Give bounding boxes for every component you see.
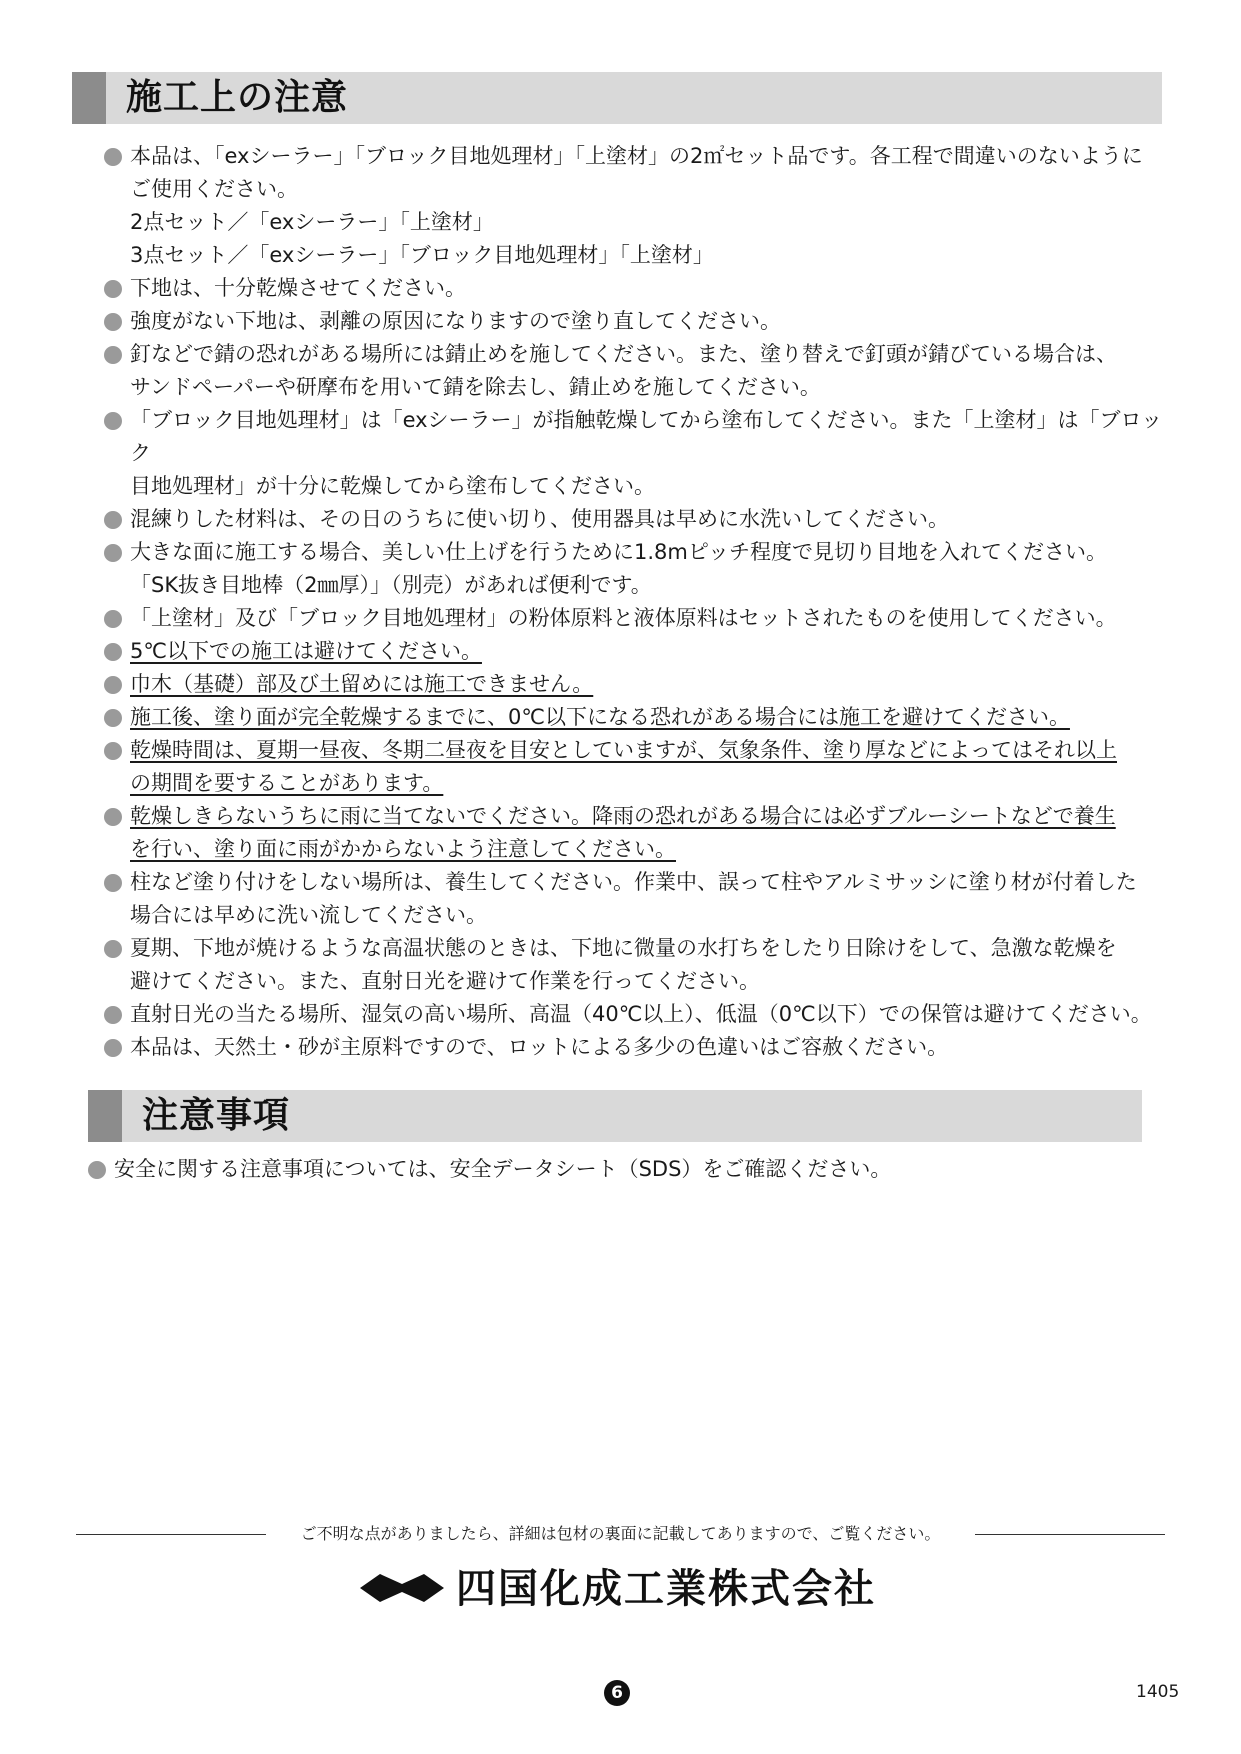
section-title: 注意事項 (142, 1095, 291, 1136)
list-item (104, 932, 1174, 998)
list-item-line: 3点セット／「exシーラー」「ブロック目地処理材」「上塗材」 (130, 243, 714, 267)
list-item-line: 混練りした材料は、その日のうちに使い切り、使用器具は早めに水洗いしてください。 (130, 507, 949, 531)
list-item-line: 乾燥しきらないうちに雨に当てないでください。降雨の恐れがある場合には必ずブルーシートなどで養生 (130, 804, 1116, 828)
list-item-line: 「SK抜き目地棒（2㎜厚）」（別売）があれば便利です。 (130, 573, 652, 597)
section-title: 施工上の注意 (126, 77, 349, 118)
list-item-line: 強度がない下地は、剥離の原因になりますので塗り直してください。 (130, 309, 781, 333)
footer-rule-right (975, 1534, 1165, 1535)
list-item-line: 夏期、下地が焼けるような高温状態のときは、下地に微量の水打ちをしたり日除けをして、急激な乾燥を (130, 936, 1117, 960)
list-item-line: 5℃以下での施工は避けてください。 (130, 639, 482, 663)
list-item-line: の期間を要することがあります。 (130, 771, 444, 795)
list-item-line: 2点セット／「exシーラー」「上塗材」 (130, 210, 494, 234)
list-item (104, 800, 1174, 866)
list-item-line: 本品は、「exシーラー」「ブロック目地処理材」「上塗材」の2㎡セット品です。各工程で間違いのないように (130, 144, 1143, 168)
list-item (104, 338, 1174, 404)
bullet-icon (104, 1039, 122, 1057)
company-logo (360, 1564, 880, 1614)
precautions-list (88, 1153, 1158, 1186)
bullet-icon (104, 346, 122, 364)
bullet-icon (104, 313, 122, 331)
list-item (104, 305, 1174, 338)
bullet-icon (104, 511, 122, 529)
list-item (104, 404, 1174, 503)
list-item (104, 536, 1174, 602)
section-header-construction-notes (72, 72, 1162, 124)
list-item-line: 「ブロック目地処理材」は「exシーラー」が指触乾燥してから塗布してください。また「上塗材」は「ブロック (130, 408, 1163, 465)
bullet-icon (104, 280, 122, 298)
list-item (104, 602, 1174, 635)
page-number: 6 (604, 1680, 630, 1706)
bullet-icon (104, 544, 122, 562)
list-item-line: 直射日光の当たる場所、湿気の高い場所、高温（40℃以上）、低温（0℃以下）での保管は避けてください。 (130, 1002, 1152, 1026)
bullet-icon (88, 1161, 106, 1179)
bullet-icon (104, 940, 122, 958)
list-item-line: 大きな面に施工する場合、美しい仕上げを行うために1.8mピッチ程度で見切り目地を入れてください。 (130, 540, 1108, 564)
list-item (88, 1153, 1158, 1186)
list-item-line: 「上塗材」及び「ブロック目地処理材」の粉体原料と液体原料はセットされたものを使用してください。 (130, 606, 1117, 630)
list-item-line: 避けてください。また、直射日光を避けて作業を行ってください。 (130, 969, 760, 993)
document-code: 1405 (1136, 1682, 1180, 1702)
section-header-bar (88, 1090, 122, 1142)
bullet-icon (104, 412, 122, 430)
bullet-icon (104, 874, 122, 892)
list-item (104, 140, 1174, 272)
list-item-line: ご使用ください。 (130, 177, 298, 201)
footer-rule-left (76, 1534, 266, 1535)
list-item (104, 866, 1174, 932)
bullet-icon (104, 742, 122, 760)
bullet-icon (104, 1006, 122, 1024)
list-item (104, 668, 1174, 701)
list-item (104, 272, 1174, 305)
list-item-line: 場合には早めに洗い流してください。 (130, 903, 487, 927)
footer-note-text: ご不明な点がありましたら、詳細は包材の裏面に記載してありますので、ご覧ください。 (300, 1524, 941, 1543)
list-item (104, 998, 1174, 1031)
list-item-line: 安全に関する注意事項については、安全データシート（SDS）をご確認ください。 (114, 1157, 892, 1181)
bullet-icon (104, 709, 122, 727)
list-item-line: 乾燥時間は、夏期一昼夜、冬期二昼夜を目安としていますが、気象条件、塗り厚などによってはそれ以上 (130, 738, 1117, 762)
bullet-icon (104, 808, 122, 826)
list-item (104, 503, 1174, 536)
list-item-line: を行い、塗り面に雨がかからないよう注意してください。 (130, 837, 676, 861)
list-item (104, 1031, 1174, 1064)
bullet-icon (104, 643, 122, 661)
list-item-line: 柱など塗り付けをしない場所は、養生してください。作業中、誤って柱やアルミサッシに塗り材が付着した (130, 870, 1137, 894)
construction-notes-list (104, 140, 1174, 1064)
list-item (104, 701, 1174, 734)
list-item-line: サンドペーパーや研摩布を用いて錆を除去し、錆止めを施してください。 (130, 375, 821, 399)
company-logo-mark-icon (360, 1568, 444, 1608)
footer-note (0, 1522, 1241, 1546)
bullet-icon (104, 148, 122, 166)
list-item-line: 目地処理材」が十分に乾燥してから塗布してください。 (130, 474, 655, 498)
list-item-line: 釘などで錆の恐れがある場所には錆止めを施してください。また、塗り替えで釘頭が錆びている場合は、 (130, 342, 1117, 366)
list-item-line: 本品は、天然土・砂が主原料ですので、ロットによる多少の色違いはご容赦ください。 (130, 1035, 949, 1059)
bullet-icon (104, 610, 122, 628)
list-item-line: 施工後、塗り面が完全乾燥するまでに、0℃以下になる恐れがある場合には施工を避けてください。 (130, 705, 1070, 729)
section-header-precautions (88, 1090, 1142, 1142)
list-item (104, 734, 1174, 800)
list-item (104, 635, 1174, 668)
bullet-icon (104, 676, 122, 694)
section-header-bar (72, 72, 106, 124)
company-name: 四国化成工業株式会社 (456, 1566, 876, 1612)
list-item-line: 巾木（基礎）部及び土留めには施工できません。 (130, 672, 594, 696)
list-item-line: 下地は、十分乾燥させてください。 (130, 276, 466, 300)
